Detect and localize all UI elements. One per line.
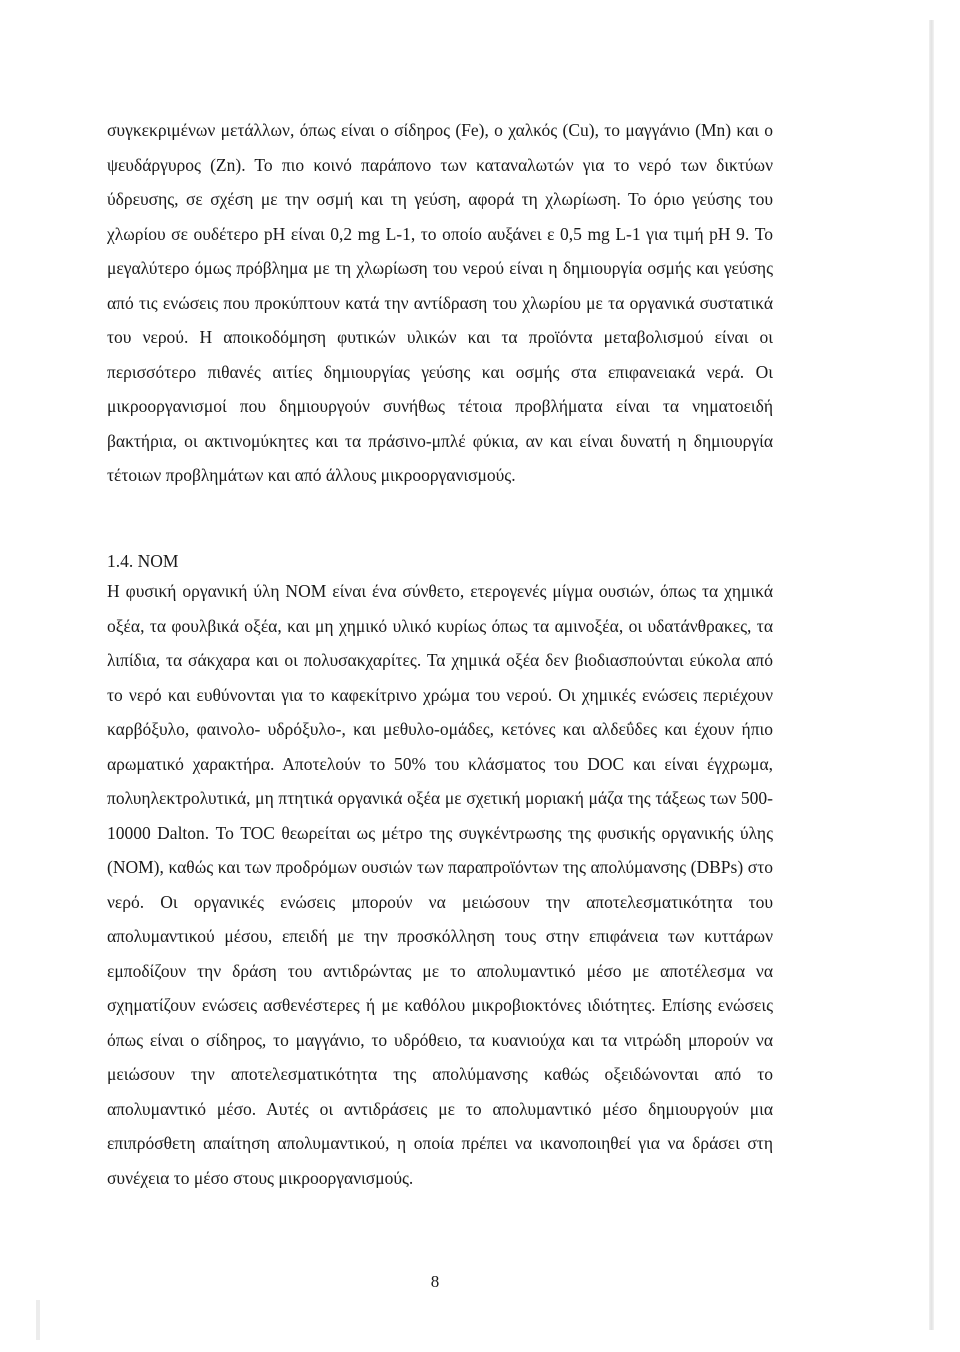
page-number: 8 — [430, 1272, 440, 1291]
scan-edge-mark — [36, 1300, 40, 1340]
paragraph-natural-organic-matter: Η φυσική οργανική ύλη NOM είναι ένα σύνθετο, ετερογενές μίγμα ουσιών, όπως τα χημικά οξέα, τα φουλβικά οξέα, και μη χημικό υλικό κυρίως όπως τα αμινοξέα, οι υδατάνθρακες, τα λιπίδια, τα σάκχαρα και οι πολυσακχαρίτες. Τα χημικά οξέα δεν βιοδιασπούνται εύκολα από το νερό και ευθύνονται για το καφεκίτρινο χρώμα του νερού. Οι χημικές ενώσεις περιέχουν καρβόξυλο, φαινολο- υδρόξυλο-, και μεθυλο-ομάδες, κετόνες και αλδεΰδες και έχουν ήπιο αρωματικό χαρακτήρα. Αποτελούν το 50% του κλάσματος του DOC και είναι έγχρωμα, πολυηλεκτρολυτικά, μη πτητικά οργανικά οξέα με σχετική μοριακή μάζα της τάξεως των 500-10000 Dalton. Το TOC θεωρείται ως μέτρο της συγκέντρωσης της φυσικής οργανικής ύλης (NOM), καθώς και των προδρόμων ουσιών των παραπροϊόντων της απολύμανσης (DBPs) στο νερό. Οι οργανικές ενώσεις μπορούν να μειώσουν την αποτελεσματικότητα του απολυμαντικού μέσου, επειδή με την προσκόλληση τους στην επιφάνεια των κυττάρων εμποδίζουν την δράση του αντιδρώντας με το απολυμαντικό μέσο με αποτέλεσμα να σχηματίζουν ενώσεις ασθενέστερες ή με καθόλου μικροβιοκτόνες ιδιότητες. Επίσης ενώσεις όπως είναι ο σίδηρος, το μαγγάνιο, το υδρόθειο, τα κυανιούχα και τα νιτρώδη μπορούν να μειώσουν την αποτελεσματικότητα της απολύμανσης καθώς οξειδώνονται από το απολυμαντικό μέσο. Αυτές οι αντιδράσεις με το απολυμαντικό μέσο δημιουργούν μια επιπρόσθετη απαίτηση απολυμαντικού, η οποία πρέπει να ικανοποιηθεί για να δράσει στη συνέχεια το μέσο στους μικροοργανισμούς. — [107, 581, 773, 1188]
paragraph-water-taste-odor: συγκεκριμένων μετάλλων, όπως είναι ο σίδηρος (Fe), ο χαλκός (Cu), το μαγγάνιο (Mn) και ο ψευδάργυρος (Zn). Το πιο κοινό παράπονο των καταναλωτών για το νερό των δικτύων ύδρευσης, σε σχέση με την οσμή και τη γεύση, αφορά τη χλωρίωση. Το όριο γεύσης του χλωρίου σε ουδέτερο pH είναι 0,2 mg L-1, το οποίο αυξάνει ε 0,5 mg L-1 για τιμή pH 9. Το μεγαλύτερο όμως πρόβλημα με τη χλωρίωση του νερού είναι η δημιουργία οσμής και γεύσης από τις ενώσεις που προκύπτουν κατά την αντίδραση του χλωρίου με τα οργανικά συστατικά του νερού. Η αποικοδόμηση φυτικών υλικών και τα προϊόντα μεταβολισμού είναι οι περισσότερο πιθανές αιτίες δημιουργίας γεύσης και οσμής στα επιφανειακά νερά. Οι μικροοργανισμοί που δημιουργούν συνήθως τέτοια προβλήματα είναι τα νηματοειδή βακτήρια, οι ακτινομύκητες και τα πράσινο-μπλέ φύκια, αν και είναι δυνατή η δημιουργία τέτοιων προβλημάτων και από άλλους μικροοργανισμούς. — [107, 120, 773, 485]
scan-edge-shadow — [929, 20, 934, 1330]
section-heading-nom: 1.4. NOM — [107, 551, 179, 571]
